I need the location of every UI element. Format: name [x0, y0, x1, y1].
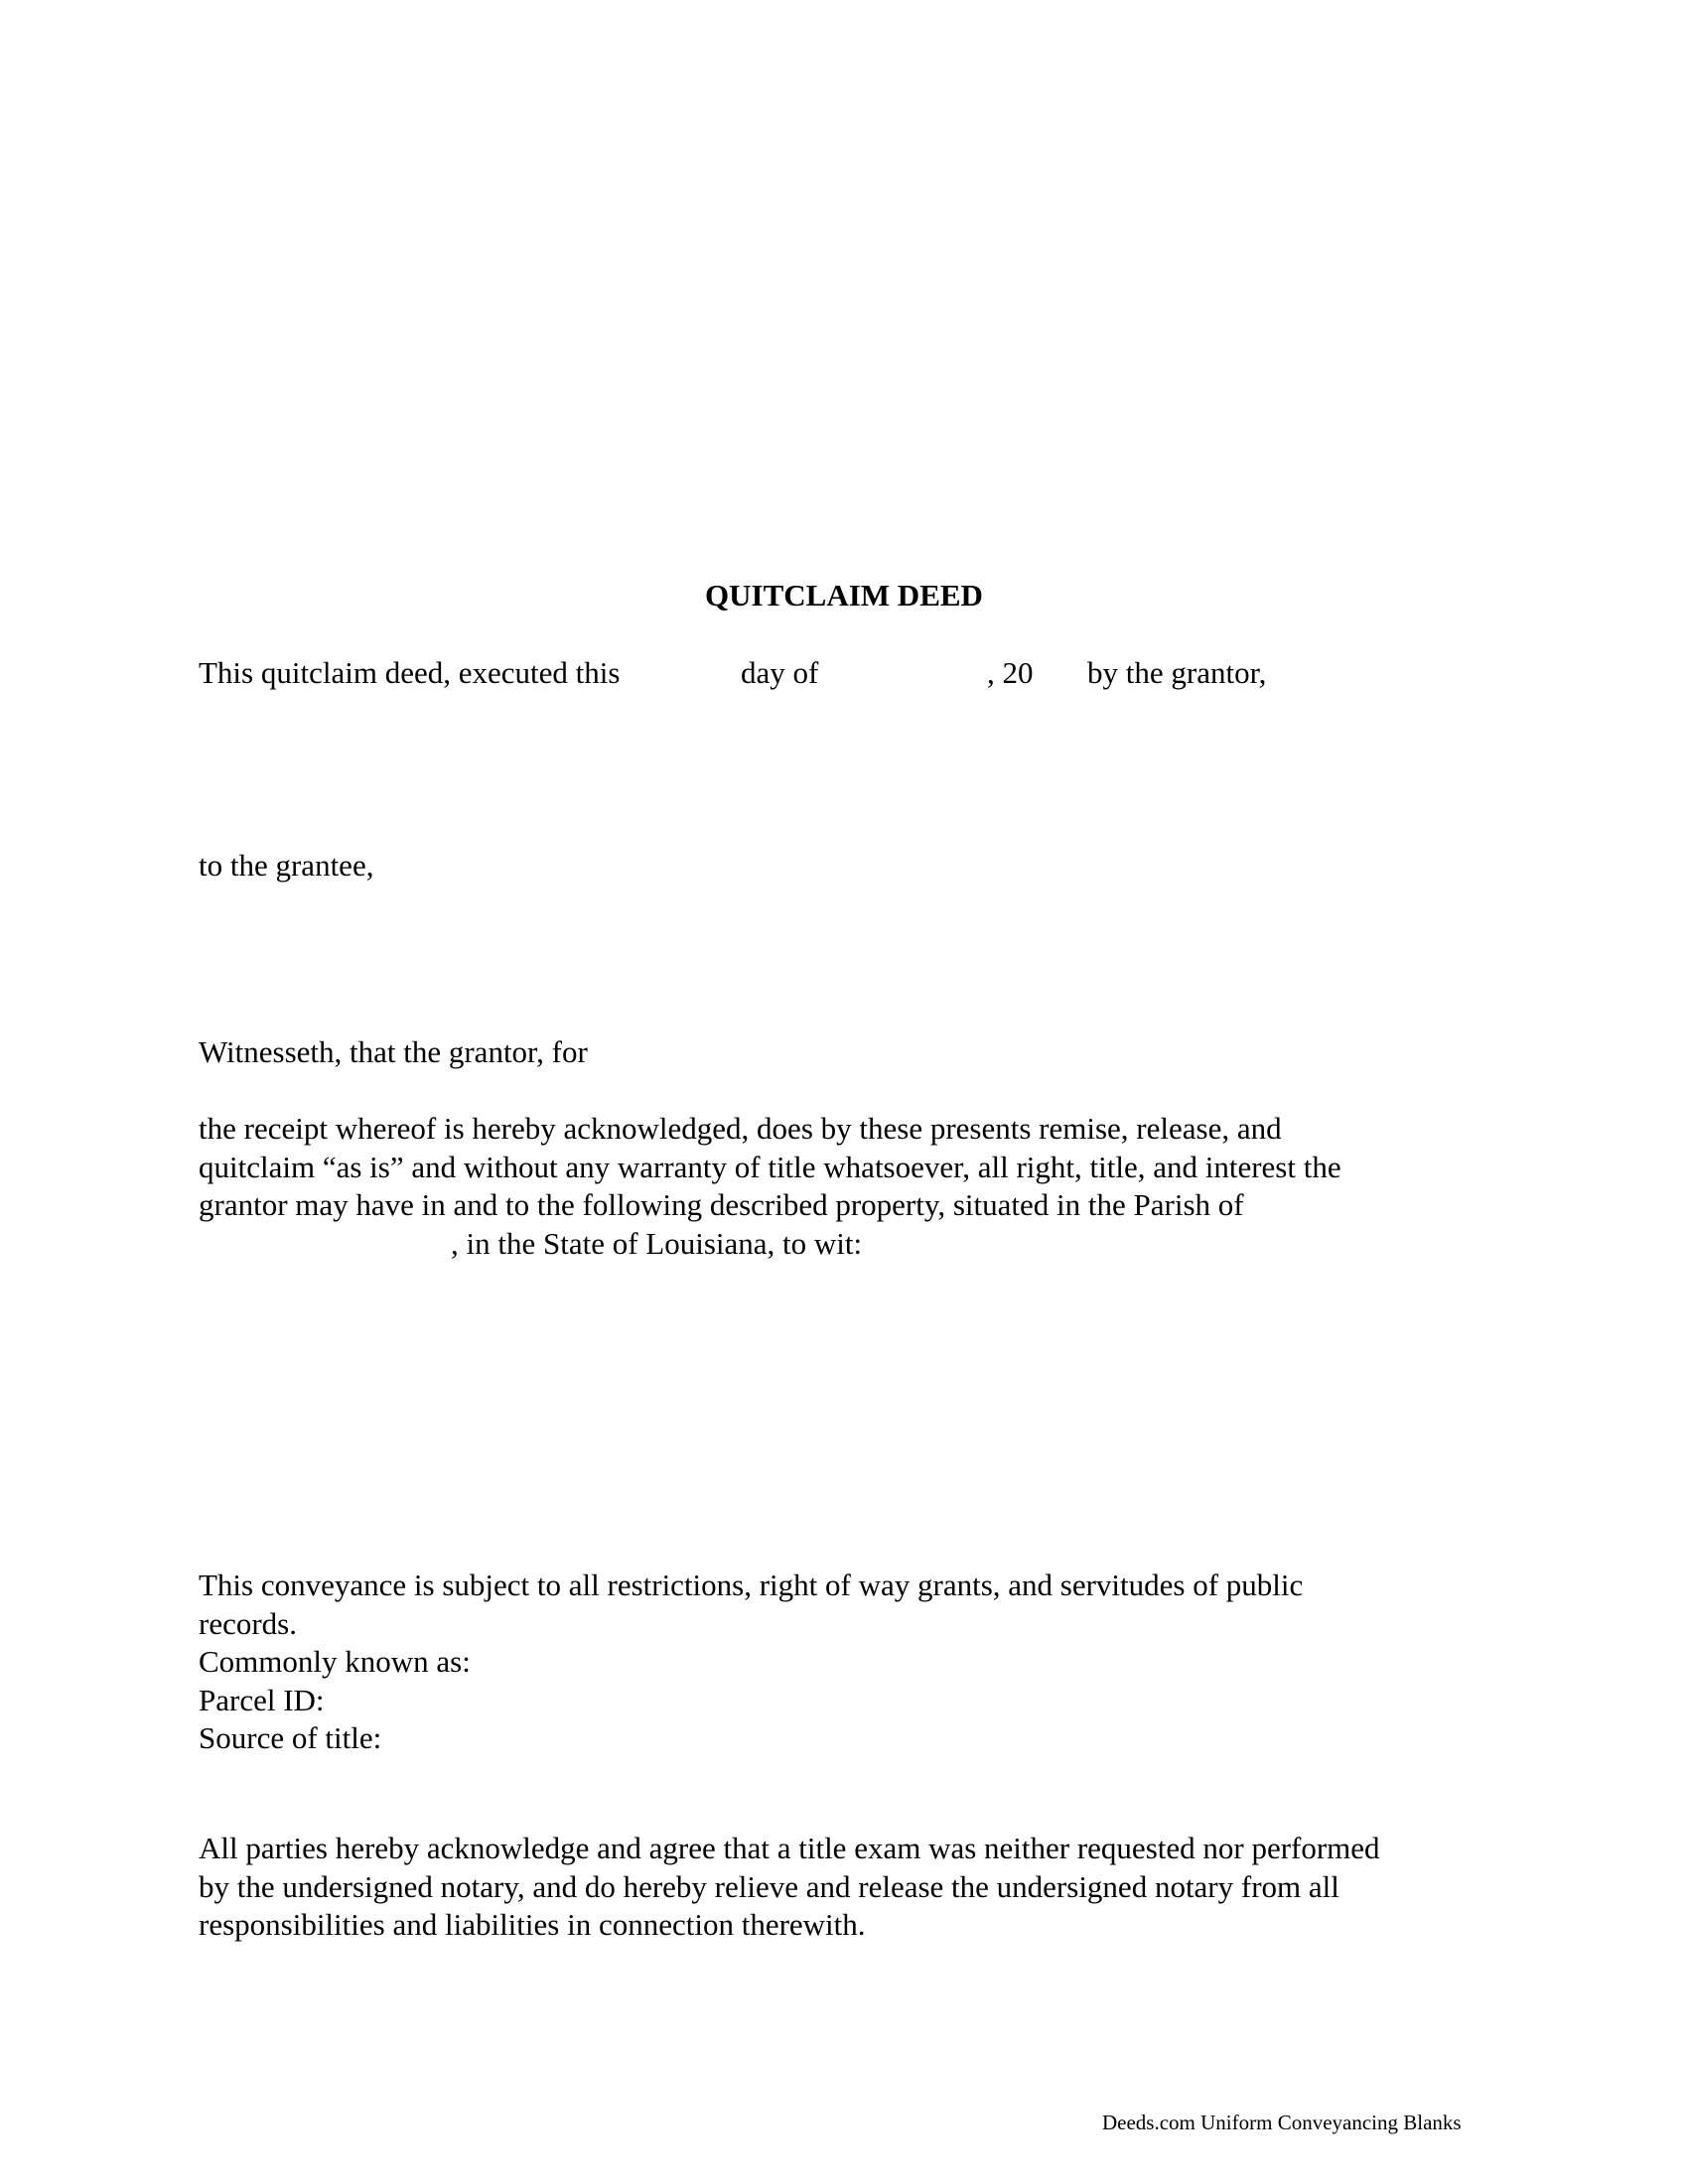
footer-text: Deeds.com Uniform Conveyancing Blanks [1102, 2111, 1462, 2134]
executed-text: This quitclaim deed, executed this [199, 655, 621, 690]
conveyance-paragraph [199, 1567, 1303, 1758]
witnesseth-text: Witnesseth, that the grantor, for [199, 1034, 588, 1069]
receipt-line: grantor may have in and to the following described property, situated in the Parish of [199, 1187, 1244, 1222]
receipt-line: the receipt whereof is hereby acknowledged, does by these presents remise, release, and [199, 1111, 1282, 1146]
receipt-paragraph [199, 1110, 1341, 1263]
conveyance-line: This conveyance is subject to all restrictions, right of way grants, and servitudes of public [199, 1568, 1304, 1602]
receipt-line: quitclaim “as is” and without any warranty of title whatsoever, all right, title, and interest the [199, 1149, 1341, 1184]
commonly-known-label: Commonly known as: [199, 1644, 471, 1679]
source-of-title-label: Source of title: [199, 1720, 382, 1755]
conveyance-line: records. [199, 1605, 297, 1641]
document-title: QUITCLAIM DEED [705, 578, 983, 613]
receipt-line: , in the State of Louisiana, to wit: [451, 1225, 863, 1261]
by-grantor-text: by the grantor, [1087, 655, 1267, 690]
notary-line: by the undersigned notary, and do hereby relieve and release the undersigned notary from all [199, 1868, 1339, 1904]
grantee-text: to the grantee, [199, 848, 374, 883]
notary-paragraph [199, 1830, 1380, 1945]
year-prefix-text: , 20 [987, 655, 1034, 690]
parcel-id-label: Parcel ID: [199, 1682, 325, 1717]
notary-line: All parties hereby acknowledge and agree that a title exam was neither requested nor performed [199, 1831, 1380, 1865]
notary-line: responsibilities and liabilities in connection therewith. [199, 1907, 866, 1942]
day-of-text: day of [741, 655, 819, 690]
